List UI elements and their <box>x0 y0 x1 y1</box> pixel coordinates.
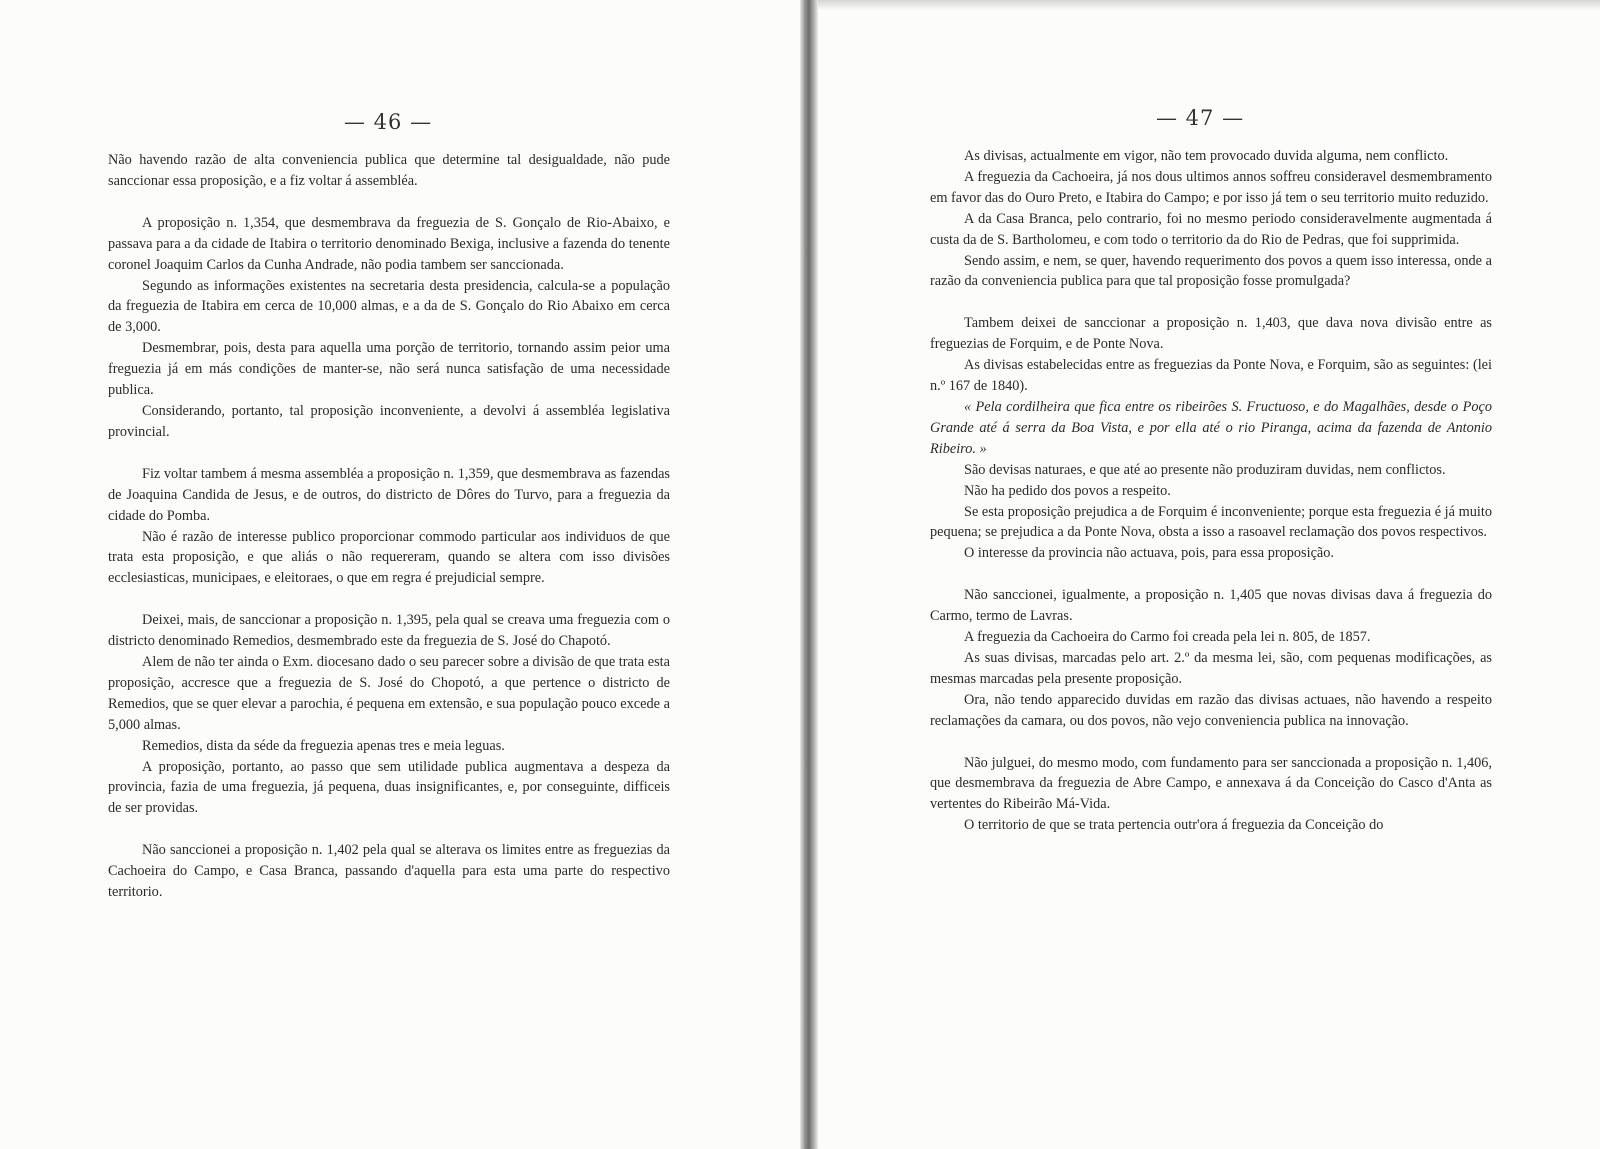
paragraph: São devisas naturaes, e que até ao presente não produziram duvidas, nem conflictos. <box>964 461 1446 478</box>
paragraph: Não sanccionei a proposição n. 1,402 pela qual se alterava os limites entre as freguezias da Cachoeira do Campo, e Casa Branca, passando d'aquella para esta uma parte do respectivo territorio. <box>108 842 670 901</box>
paragraph: A proposição, portanto, ao passo que sem utilidade publica augmentava a despeza da provincia, fazia de uma freguezia, já pequena, duas insignificantes, e, por conseguinte, difficeis de ser providas. <box>108 758 670 817</box>
paragraph: O territorio de que se trata pertencia outr'ora á freguezia da Conceição do <box>964 817 1384 834</box>
paragraph: Ora, não tendo apparecido duvidas em razão das divisas actuaes, não havendo a respeito reclamações da camara, ou dos povos, não vejo conveniencia publica na innovação. <box>930 691 1492 729</box>
paragraph: Sendo assim, e nem, se quer, havendo requerimento dos povos a quem isso interessa, onde a razão da conveniencia publica para que tal proposição fosse promulgada? <box>930 252 1492 290</box>
paragraph: As divisas estabelecidas entre as freguezias da Ponte Nova, e Forquim, são as seguintes: (lei n.º 167 de 1840). <box>930 357 1492 395</box>
book-gutter <box>800 0 818 1149</box>
paragraph: A da Casa Branca, pelo contrario, foi no mesmo periodo consideravelmente augmentada á custa da de S. Bartholomeu, e com todo o territorio da do Rio de Pedras, que foi supprimida. <box>930 210 1492 248</box>
paragraph: As divisas, actualmente em vigor, não tem provocado duvida alguma, nem conflicto. <box>964 148 1449 164</box>
quoted-law-text: « Pela cordilheira que fica entre os ribeirões S. Fructuoso, e do Magalhães, desde o Poço Grande até á serra da Boa Vista, e por ella até o rio Piranga, acima da fazenda de Antonio Ribeiro. » <box>930 398 1492 457</box>
page-edge-shadow <box>818 0 1600 10</box>
paragraph: Considerando, portanto, tal proposição inconveniente, a devolvi á assembléa legislativa provincial. <box>108 402 670 440</box>
paragraph: As suas divisas, marcadas pelo art. 2.º da mesma lei, são, com pequenas modificações, as mesmas marcadas pela presente proposição. <box>930 649 1492 687</box>
paragraph: A freguezia da Cachoeira do Carmo foi creada pela lei n. 805, de 1857. <box>964 629 1371 646</box>
paragraph: Tambem deixei de sanccionar a proposição n. 1,403, que dava nova divisão entre as freguezias de Forquim, e de Ponte Nova. <box>930 315 1492 353</box>
paragraph: A proposição n. 1,354, que desmembrava da freguezia de S. Gonçalo de Rio-Abaixo, e passava para a da cidade de Itabira o territorio denominado Bexiga, inclusive a fazenda do tenente coronel Joaquim Carlos da Cunha Andrade, não podia tambem ser sanccionada. <box>108 214 670 273</box>
paragraph: Segundo as informações existentes na secretaria desta presidencia, calcula-se a população da freguezia de Itabira em cerca de 10,000 almas, e a da de S. Gonçalo do Rio Abaixo em cerca de 3,000. <box>108 277 670 336</box>
paragraph: Fiz voltar tambem á mesma assembléa a proposição n. 1,359, que desmembrava as fazendas de Joaquina Candida de Jesus, e de outros, do districto de Dôres do Turvo, para a freguezia da cidade do Pomba. <box>108 465 670 524</box>
paragraph: Desmembrar, pois, desta para aquella uma porção de territorio, tornando assim peior uma freguezia já em más condições de manter-se, não será nunca satisfação de uma necessidade publica. <box>108 340 670 399</box>
paragraph: A freguezia da Cachoeira, já nos dous ultimos annos soffreu consideravel desmembramento em favor das do Ouro Preto, e Itabira do Campo; e por isso já tem o seu territorio muito reduzido. <box>930 168 1492 206</box>
left-page-text <box>108 150 670 903</box>
left-page-number: — 46 — <box>344 110 433 134</box>
paragraph: Não julguei, do mesmo modo, com fundamento para ser sanccionada a proposição n. 1,406, que desmembrava da freguezia de Abre Campo, e annexava á da Conceição do Casco d'Anta as vertentes do Ribeirão Má-Vida. <box>930 754 1492 813</box>
right-page-number: — 47 — <box>1156 106 1245 130</box>
paragraph: Remedios, dista da séde da freguezia apenas tres e meia leguas. <box>142 737 505 754</box>
paragraph: Não havendo razão de alta conveniencia publica que determine tal desigualdade, não pude sanccionar essa proposição, e a fiz voltar á assembléa. <box>108 152 670 189</box>
paragraph: Deixei, mais, de sanccionar a proposição n. 1,395, pela qual se creava uma freguezia com o districto denominado Remedios, desmembrado este da freguezia de S. José do Chapotó. <box>108 612 670 650</box>
paragraph: Não sanccionei, igualmente, a proposição n. 1,405 que novas divisas dava á freguezia do Carmo, termo de Lavras. <box>930 587 1492 625</box>
paragraph: Alem de não ter ainda o Exm. diocesano dado o seu parecer sobre a divisão de que trata esta proposição, accresce que a freguezia de S. José do Chopotó, a que pertence o districto de Remedios, que se quer elevar a parochia, é pequena em extensão, e sua população pouco excede a 5,000 almas. <box>108 654 670 733</box>
paragraph: Se esta proposição prejudica a de Forquim é inconveniente; porque esta freguezia é já muito pequena; se prejudica a da Ponte Nova, obsta a isso a rasoavel reclamação dos povos respectivos. <box>930 503 1492 541</box>
right-page-text <box>930 146 1492 836</box>
paragraph: Não é razão de interesse publico proporcionar commodo particular aos individuos de que trata esta proposição, e que aliás o não requereram, quando se altera com isso divisões ecclesiasticas, municipaes, e eleitoraes, o que em regra é prejudicial sempre. <box>108 528 670 587</box>
paragraph: O interesse da provincia não actuava, pois, para essa proposição. <box>964 545 1334 562</box>
paragraph: Não ha pedido dos povos a respeito. <box>964 482 1171 499</box>
